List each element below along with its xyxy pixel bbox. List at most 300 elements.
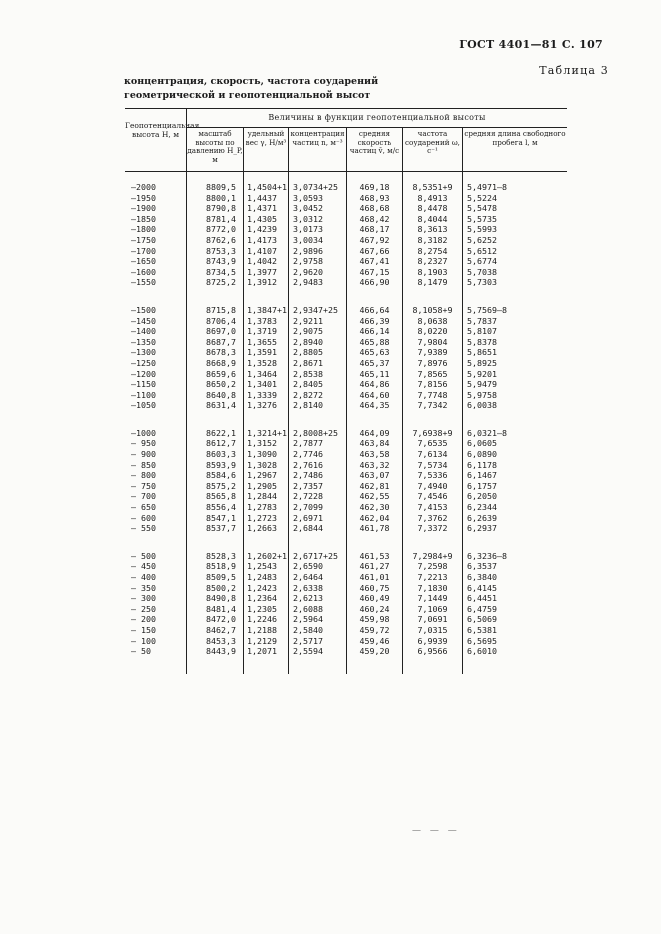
row-group — [289, 182, 346, 288]
table-cell: —1250 — [131, 357, 156, 368]
table-cell: —1750 — [131, 234, 156, 245]
table-cell: 5,5224 — [467, 192, 497, 203]
table-cell: 1,2423 — [247, 582, 277, 593]
row-group — [403, 551, 462, 657]
table-cell: 7,1449 — [417, 593, 448, 604]
table-cell: 467,92 — [359, 234, 390, 245]
table-cell: —1300 — [131, 347, 156, 358]
table-cell: 8622,1 — [206, 427, 236, 438]
table-cell: 1,3912 — [247, 277, 277, 288]
table-cell: 8,3613 — [417, 224, 448, 235]
table-cell: 5,9758 — [467, 389, 497, 400]
table-cell: 6,0605 — [467, 438, 497, 449]
table-cell: 7,7342 — [417, 400, 448, 411]
table-cell: 7,9804 — [417, 336, 448, 347]
table-cell: — 750 — [131, 480, 156, 491]
header-concentration: концентрация частиц n, м⁻³ — [289, 128, 347, 171]
table-cell: 6,1178 — [467, 459, 497, 470]
table-cell: 2,8405 — [293, 379, 323, 390]
table-cell: 2,6213 — [293, 593, 323, 604]
table-cell: 8518,9 — [206, 561, 236, 572]
table-cell: 1,4305 — [247, 213, 277, 224]
table-cell: 2,6338 — [293, 582, 323, 593]
col-concentration — [289, 172, 347, 674]
table-cell: 1,4173 — [247, 234, 277, 245]
table-cell: 466,14 — [359, 326, 390, 337]
table-cell: 6,5069 — [467, 614, 497, 625]
table-cell: 1,2246 — [247, 614, 277, 625]
table-cell: 2,8140 — [293, 400, 323, 411]
table-cell: 2,8538 — [293, 368, 323, 379]
row-group — [289, 428, 346, 534]
table-cell: 8537,7 — [206, 523, 236, 534]
table-cell: —1550 — [131, 277, 156, 288]
page-header: ГОСТ 4401—81 С. 107 — [459, 38, 603, 51]
table-cell: 2,9075 — [293, 326, 323, 337]
table-cell: 8481,4 — [206, 603, 236, 614]
table-cell: 6,5695 — [467, 635, 497, 646]
row-group — [289, 551, 346, 657]
table-cell: 8631,4 — [206, 400, 236, 411]
table-cell: 1,2967 — [247, 470, 277, 481]
table-cell: 1,2543 — [247, 561, 277, 572]
table-cell: 461,27 — [359, 561, 390, 572]
table-cell: 2,8940 — [293, 336, 323, 347]
table-cell: 8,0220 — [417, 326, 448, 337]
table-cell: 8547,1 — [206, 512, 236, 523]
row-group — [244, 182, 288, 288]
table-cell: — 100 — [131, 635, 156, 646]
table-cell: 6,2639 — [467, 512, 497, 523]
table-cell: 8809,5 — [206, 182, 236, 192]
table-cell: 7,1830 — [417, 582, 448, 593]
table-cell: 468,68 — [359, 203, 390, 214]
table-cell: 2,7357 — [293, 480, 323, 491]
table-cell: 462,04 — [359, 512, 390, 523]
table-cell: 8753,3 — [206, 245, 236, 256]
table-cell: 1,2188 — [247, 624, 277, 635]
table-cell: 8659,6 — [206, 368, 236, 379]
table-cell: 8650,2 — [206, 379, 236, 390]
table-cell: 466,64 — [359, 304, 390, 315]
table-cell: 5,8925 — [467, 357, 497, 368]
table-cell: 5,7837 — [467, 315, 497, 326]
row-group — [463, 428, 567, 534]
table-cell: 8781,4 — [206, 213, 236, 224]
table-cell: 461,53 — [359, 550, 390, 561]
table-cell: 467,15 — [359, 266, 390, 277]
table-cell: 8593,9 — [206, 459, 236, 470]
row-group — [187, 551, 243, 657]
table-cell: 8,5351+9 — [412, 182, 453, 192]
table-cell: 3,0034 — [293, 234, 323, 245]
table-cell: 6,4145 — [467, 582, 497, 593]
table-cell: 6,0890 — [467, 449, 497, 460]
table-cell: 8453,3 — [206, 635, 236, 646]
table-cell: 8678,3 — [206, 347, 236, 358]
table-cell: 5,8107 — [467, 326, 497, 337]
table-cell: — 900 — [131, 449, 156, 460]
table-cell: —1200 — [131, 368, 156, 379]
table-cell: 8772,0 — [206, 224, 236, 235]
header-speed: средняя скорость частиц v̄, м/с — [347, 128, 403, 171]
table-cell: 466,90 — [359, 277, 390, 288]
table-cell: 6,4451 — [467, 593, 497, 604]
table-cell: 5,5993 — [467, 224, 497, 235]
table-cell: 460,49 — [359, 593, 390, 604]
table-cell: 6,6010 — [467, 646, 497, 657]
table-cell: — 450 — [131, 561, 156, 572]
table-cell: —1450 — [131, 315, 156, 326]
table-cell: 6,0321—8 — [467, 427, 507, 438]
table-cell: 8,1058+9 — [412, 304, 453, 315]
table-cell: 8706,4 — [206, 315, 236, 326]
row-group — [403, 305, 462, 411]
row-group — [125, 305, 186, 411]
table-cell: 8697,0 — [206, 326, 236, 337]
row-group — [244, 551, 288, 657]
table-cell: 8687,7 — [206, 336, 236, 347]
table-cell: 1,2364 — [247, 593, 277, 604]
table-body — [125, 172, 567, 674]
table-cell: 2,8272 — [293, 389, 323, 400]
table-cell: 8565,8 — [206, 491, 236, 502]
table-cell: 2,7877 — [293, 438, 323, 449]
table-cell: 7,6535 — [417, 438, 448, 449]
table-cell: 8612,7 — [206, 438, 236, 449]
table-cell: 462,30 — [359, 502, 390, 513]
table-cell: 7,4153 — [417, 502, 448, 513]
table-cell: 2,9896 — [293, 245, 323, 256]
table-cell: 8,4044 — [417, 213, 448, 224]
table-cell: 8603,3 — [206, 449, 236, 460]
table-cell: 8472,0 — [206, 614, 236, 625]
table-cell: 8,4478 — [417, 203, 448, 214]
row-group — [244, 428, 288, 534]
table-cell: 5,6252 — [467, 234, 497, 245]
table-label: Таблица 3 — [539, 64, 609, 77]
table-cell: 1,2663 — [247, 523, 277, 534]
table-cell: —1900 — [131, 203, 156, 214]
table-cell: — 800 — [131, 470, 156, 481]
table-cell: 6,9566 — [417, 646, 448, 657]
table-cell: 1,3528 — [247, 357, 277, 368]
table-cell: 8,1903 — [417, 266, 448, 277]
table-cell: 1,3655 — [247, 336, 277, 347]
table-cell: 465,37 — [359, 357, 390, 368]
data-table — [125, 108, 567, 674]
table-cell: 2,7228 — [293, 491, 323, 502]
table-header — [125, 109, 567, 172]
table-cell: —1850 — [131, 213, 156, 224]
table-cell: 7,0691 — [417, 614, 448, 625]
table-cell: 1,3339 — [247, 389, 277, 400]
table-cell: — 700 — [131, 491, 156, 502]
table-cell: 8509,5 — [206, 572, 236, 582]
table-cell: 469,18 — [359, 182, 390, 192]
table-cell: — 150 — [131, 624, 156, 635]
table-cell: 1,3214+1 — [247, 427, 287, 438]
table-cell: 1,3401 — [247, 379, 277, 390]
table-cell: 2,6464 — [293, 572, 323, 582]
table-cell: 5,9479 — [467, 379, 497, 390]
row-group — [187, 305, 243, 411]
table-cell: —1050 — [131, 400, 156, 411]
table-cell: 8762,6 — [206, 234, 236, 245]
table-cell: 2,5964 — [293, 614, 323, 625]
table-cell: 7,6938+9 — [412, 427, 453, 438]
table-cell: 5,5735 — [467, 213, 497, 224]
table-cell: 6,0038 — [467, 400, 497, 411]
table-cell: 6,2937 — [467, 523, 497, 534]
table-cell: 3,0593 — [293, 192, 323, 203]
table-cell: 3,0734+25 — [293, 182, 338, 192]
row-group — [125, 551, 186, 657]
table-cell: 8556,4 — [206, 502, 236, 513]
table-cell: 2,5717 — [293, 635, 323, 646]
table-cell: 8575,2 — [206, 480, 236, 491]
table-cell: 8528,3 — [206, 550, 236, 561]
table-cell: 2,9758 — [293, 256, 323, 267]
row-group — [187, 182, 243, 288]
table-cell: 2,5840 — [293, 624, 323, 635]
table-cell: 7,6134 — [417, 449, 448, 460]
table-cell: 8640,8 — [206, 389, 236, 400]
table-cell: 1,2783 — [247, 502, 277, 513]
table-cell: 8668,9 — [206, 357, 236, 368]
table-cell: 1,4042 — [247, 256, 277, 267]
table-cell: 2,6590 — [293, 561, 323, 572]
table-cell: 7,8565 — [417, 368, 448, 379]
table-cell: —1800 — [131, 224, 156, 235]
header-group: Величины в функции геопотенциальной высоты — [187, 109, 567, 128]
table-cell: 459,72 — [359, 624, 390, 635]
table-cell: 2,6971 — [293, 512, 323, 523]
table-cell: 2,9347+25 — [293, 304, 338, 315]
table-cell: 468,93 — [359, 192, 390, 203]
table-cell: 7,2984+9 — [412, 550, 453, 561]
table-cell: 8,0638 — [417, 315, 448, 326]
table-cell: — 950 — [131, 438, 156, 449]
table-cell: 462,81 — [359, 480, 390, 491]
table-cell: 1,4371 — [247, 203, 277, 214]
table-cell: 1,4107 — [247, 245, 277, 256]
table-cell: — 850 — [131, 459, 156, 470]
col-speed — [347, 172, 403, 674]
table-cell: —1100 — [131, 389, 156, 400]
table-caption — [124, 75, 454, 103]
table-cell: 2,8805 — [293, 347, 323, 358]
table-cell: 3,0452 — [293, 203, 323, 214]
table-cell: 7,7748 — [417, 389, 448, 400]
row-group — [403, 182, 462, 288]
table-cell: 8743,9 — [206, 256, 236, 267]
table-cell: 467,41 — [359, 256, 390, 267]
row-group — [403, 428, 462, 534]
table-cell: 7,3372 — [417, 523, 448, 534]
table-cell: 468,17 — [359, 224, 390, 235]
table-cell: —1000 — [131, 427, 156, 438]
table-cell: 1,4504+1 — [247, 182, 287, 192]
table-cell: 5,7038 — [467, 266, 497, 277]
table-cell: 2,6717+25 — [293, 550, 338, 561]
table-cell: — 650 — [131, 502, 156, 513]
table-cell: 8,1479 — [417, 277, 448, 288]
table-cell: 463,84 — [359, 438, 390, 449]
table-cell: 463,58 — [359, 449, 390, 460]
table-cell: 1,3847+1 — [247, 304, 287, 315]
table-cell: 462,55 — [359, 491, 390, 502]
row-group — [463, 305, 567, 411]
table-cell: 464,09 — [359, 427, 390, 438]
table-cell: 8715,8 — [206, 304, 236, 315]
table-cell: 8800,1 — [206, 192, 236, 203]
table-cell: 465,88 — [359, 336, 390, 347]
row-group — [347, 305, 402, 411]
table-cell: 8462,7 — [206, 624, 236, 635]
table-cell: 8490,8 — [206, 593, 236, 604]
table-cell: 459,46 — [359, 635, 390, 646]
table-cell: 6,9939 — [417, 635, 448, 646]
table-cell: 8790,8 — [206, 203, 236, 214]
table-cell: 7,8976 — [417, 357, 448, 368]
table-cell: 5,5478 — [467, 203, 497, 214]
table-cell: 459,98 — [359, 614, 390, 625]
table-cell: 1,2071 — [247, 646, 277, 657]
header-free-path: средняя длина свободного пробега l, м — [464, 129, 566, 147]
table-cell: — 200 — [131, 614, 156, 625]
table-cell: —1350 — [131, 336, 156, 347]
table-cell: 460,75 — [359, 582, 390, 593]
col-free-path — [463, 172, 567, 674]
table-cell: 8,3182 — [417, 234, 448, 245]
table-cell: 7,5336 — [417, 470, 448, 481]
table-cell: 1,3783 — [247, 315, 277, 326]
table-cell: 7,2213 — [417, 572, 448, 582]
table-cell: 5,6512 — [467, 245, 497, 256]
table-cell: 2,5594 — [293, 646, 323, 657]
table-cell: 2,7486 — [293, 470, 323, 481]
table-cell: 1,3028 — [247, 459, 277, 470]
col-weight — [244, 172, 289, 674]
table-cell: 1,2129 — [247, 635, 277, 646]
table-cell: 464,86 — [359, 379, 390, 390]
table-cell: 1,2602+1 — [247, 550, 287, 561]
table-cell: —1600 — [131, 266, 156, 277]
table-cell: 461,78 — [359, 523, 390, 534]
table-cell: 464,60 — [359, 389, 390, 400]
table-cell: 7,9389 — [417, 347, 448, 358]
table-cell: 5,6774 — [467, 256, 497, 267]
table-cell: 1,3591 — [247, 347, 277, 358]
footer-mark: — — — — [412, 826, 460, 836]
row-group — [347, 428, 402, 534]
table-cell: 8,2327 — [417, 256, 448, 267]
table-cell: 5,8378 — [467, 336, 497, 347]
table-cell: 2,6844 — [293, 523, 323, 534]
table-cell: 8584,6 — [206, 470, 236, 481]
row-group — [289, 305, 346, 411]
table-cell: 1,3977 — [247, 266, 277, 277]
table-cell: 1,4239 — [247, 224, 277, 235]
table-cell: 5,9201 — [467, 368, 497, 379]
table-cell: 459,20 — [359, 646, 390, 657]
table-cell: — 500 — [131, 550, 156, 561]
col-frequency — [403, 172, 463, 674]
table-cell: 1,2483 — [247, 572, 277, 582]
table-cell: — 550 — [131, 523, 156, 534]
table-cell: —1150 — [131, 379, 156, 390]
row-group — [125, 182, 186, 288]
table-cell: — 600 — [131, 512, 156, 523]
header-weight: удельный вес γ, Н/м³ — [244, 128, 289, 171]
table-cell: 467,66 — [359, 245, 390, 256]
table-cell: 5,4971—8 — [467, 182, 507, 192]
row-group — [463, 182, 567, 288]
table-cell: 465,11 — [359, 368, 390, 379]
table-cell: — 300 — [131, 593, 156, 604]
table-cell: —1700 — [131, 245, 156, 256]
table-cell: 7,8156 — [417, 379, 448, 390]
table-cell: 2,6088 — [293, 603, 323, 614]
table-cell: 6,1757 — [467, 480, 497, 491]
table-cell: 8500,2 — [206, 582, 236, 593]
row-group — [244, 305, 288, 411]
table-cell: 2,7099 — [293, 502, 323, 513]
table-cell: 6,2344 — [467, 502, 497, 513]
row-group — [347, 551, 402, 657]
table-cell: — 400 — [131, 572, 156, 582]
caption-line-2: геометрической и геопотенциальной высот — [124, 90, 371, 101]
table-cell: 2,7746 — [293, 449, 323, 460]
table-cell: 2,7616 — [293, 459, 323, 470]
table-cell: 7,4940 — [417, 480, 448, 491]
table-cell: 2,8671 — [293, 357, 323, 368]
table-cell: —1400 — [131, 326, 156, 337]
header-frequency: частота соударений ω, с⁻¹ — [403, 128, 463, 171]
table-cell: 460,24 — [359, 603, 390, 614]
table-cell: 1,3276 — [247, 400, 277, 411]
table-cell: 465,63 — [359, 347, 390, 358]
table-cell: 6,3236—8 — [467, 550, 507, 561]
table-cell: 6,2050 — [467, 491, 497, 502]
table-cell: 2,8008+25 — [293, 427, 338, 438]
table-cell: — 350 — [131, 582, 156, 593]
table-cell: 2,9483 — [293, 277, 323, 288]
table-cell: 5,8651 — [467, 347, 497, 358]
row-group — [347, 182, 402, 288]
table-cell: —1500 — [131, 304, 156, 315]
col-scale — [187, 172, 244, 674]
table-cell: — 250 — [131, 603, 156, 614]
table-cell: 8725,2 — [206, 277, 236, 288]
table-cell: 1,2844 — [247, 491, 277, 502]
table-cell: 1,4437 — [247, 192, 277, 203]
table-cell: —2000 — [131, 182, 156, 192]
table-cell: 466,39 — [359, 315, 390, 326]
table-cell: 1,2305 — [247, 603, 277, 614]
row-group — [187, 428, 243, 534]
table-cell: 3,0312 — [293, 213, 323, 224]
table-cell: 1,3464 — [247, 368, 277, 379]
header-scale: масштаб высоты по давлению H_P, м — [187, 128, 244, 171]
table-cell: 7,5734 — [417, 459, 448, 470]
row-group — [125, 428, 186, 534]
table-cell: 7,1069 — [417, 603, 448, 614]
table-cell: 6,1467 — [467, 470, 497, 481]
table-cell: 5,7569—8 — [467, 304, 507, 315]
table-cell: 6,5381 — [467, 624, 497, 635]
